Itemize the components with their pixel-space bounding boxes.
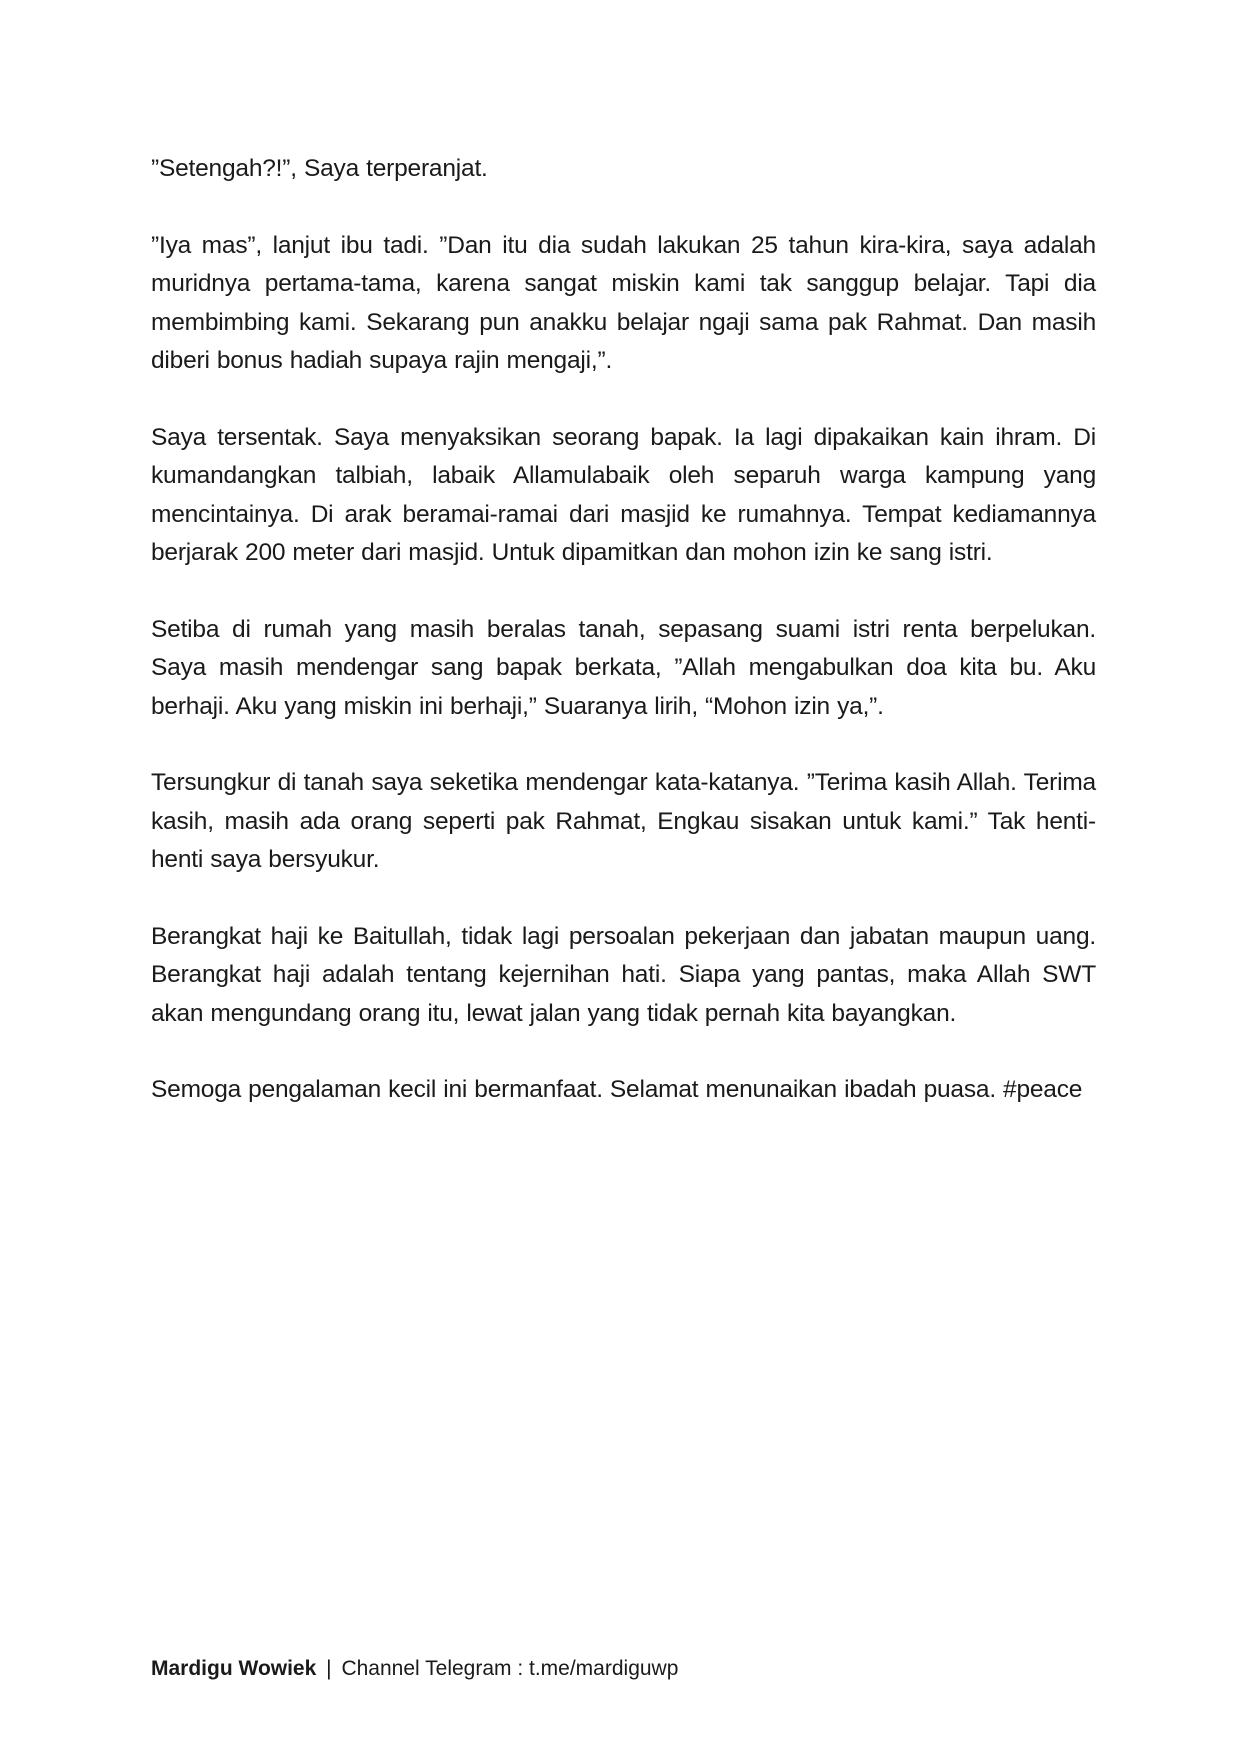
paragraph-3: Saya tersentak. Saya menyaksikan seorang bapak. Ia lagi dipakaikan kain ihram. Di kumandangkan talbiah, labaik Allamulabaik oleh separuh warga kampung yang mencintainya. Di arak beramai-ramai dari masjid ke rumahnya. Tempat kediamannya berjarak 200 meter dari masjid. Untuk dipamitkan dan mohon izin ke sang istri.	[151, 423, 1096, 566]
paragraph-4: Setiba di rumah yang masih beralas tanah, sepasang suami istri renta berpelukan. Saya masih mendengar sang bapak berkata, ”Allah mengabulkan doa kita bu. Aku berhaji. Aku yang miskin ini berhaji,” Suaranya lirih, “Mohon izin ya,”.	[151, 615, 1096, 720]
paragraph-6: Berangkat haji ke Baitullah, tidak lagi persoalan pekerjaan dan jabatan maupun uang. Berangkat haji adalah tentang kejernihan hati. Siapa yang pantas, maka Allah SWT akan mengundang orang itu, lewat jalan yang tidak pernah kita bayangkan.	[151, 922, 1096, 1027]
paragraph-2: ”Iya mas”, lanjut ibu tadi. ”Dan itu dia sudah lakukan 25 tahun kira-kira, saya adalah muridnya pertama-tama, karena sangat miskin kami tak sanggup belajar. Tapi dia membimbing kami. Sekarang pun anakku belajar ngaji sama pak Rahmat. Dan masih diberi bonus hadiah supaya rajin mengaji,”.	[151, 231, 1096, 374]
paragraph-5: Tersungkur di tanah saya seketika mendengar kata-katanya. ”Terima kasih Allah. Terima kasih, masih ada orang seperti pak Rahmat, Engkau sisakan untuk kami.” Tak henti-henti saya bersyukur.	[151, 769, 1096, 873]
page-footer	[151, 1654, 678, 1684]
footer-separator: |	[326, 1657, 332, 1680]
paragraph-1: ”Setengah?!”, Saya terperanjat.	[151, 155, 488, 182]
footer-author: Mardigu Wowiek	[151, 1657, 317, 1680]
paragraph-7: Semoga pengalaman kecil ini bermanfaat. Selamat menunaikan ibadah puasa. #peace	[151, 1076, 1083, 1103]
article-body	[151, 150, 1096, 1148]
footer-channel: Channel Telegram : t.me/mardiguwp	[341, 1657, 679, 1680]
